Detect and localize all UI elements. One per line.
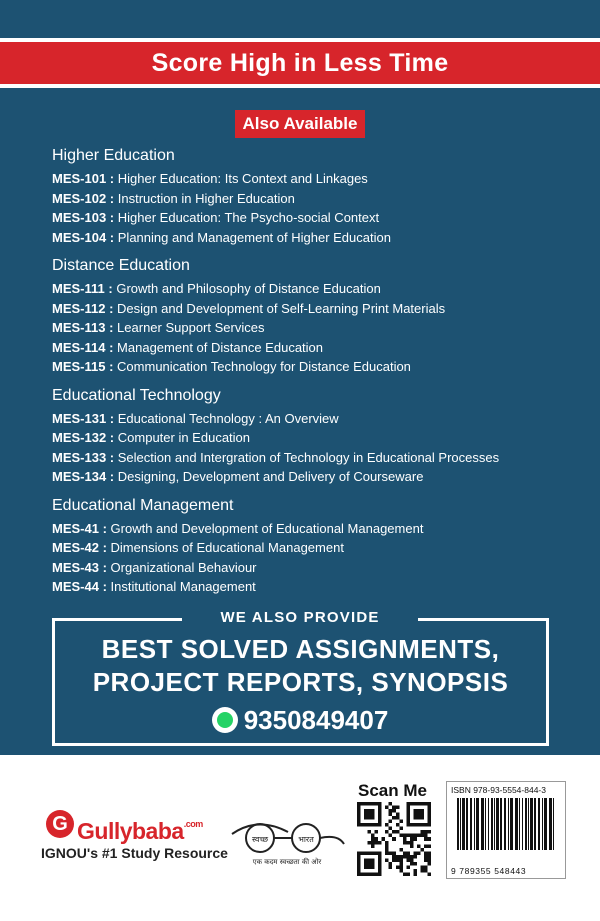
qr-module (389, 851, 393, 855)
qr-module (385, 841, 389, 845)
course-code: MES-44 : (52, 579, 107, 594)
isbn-box (446, 781, 566, 879)
qr-module (396, 813, 400, 817)
qr-finder-core (413, 809, 424, 820)
qr-module (378, 841, 382, 845)
qr-module (427, 844, 431, 848)
course-item (52, 338, 592, 358)
qr-module (424, 830, 428, 834)
barcode-bar (530, 798, 533, 850)
qr-module (413, 862, 417, 866)
course-code: MES-104 : (52, 229, 115, 245)
provide-label: WE ALSO PROVIDE (211, 609, 388, 626)
qr-module (389, 862, 393, 866)
course-title: Higher Education: The Psycho-social Context (117, 210, 380, 225)
qr-module (427, 862, 431, 866)
qr-module (385, 848, 389, 852)
qr-module (424, 855, 428, 859)
course-code: MES-42 : (52, 540, 107, 555)
qr-module (420, 848, 424, 852)
qr-module (389, 865, 393, 869)
barcode-bar (542, 798, 543, 850)
qr-module (420, 830, 424, 834)
barcode-bar (508, 798, 509, 850)
qr-finder-core (364, 809, 375, 820)
qr-module (410, 837, 414, 841)
qr-module (420, 865, 424, 869)
provide-line-1: BEST SOLVED ASSIGNMENTS, (101, 634, 500, 664)
qr-module (396, 806, 400, 810)
qr-module (424, 869, 428, 873)
qr-module (406, 865, 410, 869)
qr-module (396, 823, 400, 827)
qr-module (417, 834, 421, 838)
qr-module (417, 844, 421, 848)
qr-module (385, 851, 389, 855)
course-title: Growth and Philosophy of Distance Education (116, 281, 381, 296)
isbn-label: ISBN 978-93-5554-844-3 (451, 785, 546, 795)
qr-module (385, 823, 389, 827)
section (52, 386, 592, 487)
qr-module (406, 858, 410, 862)
qr-module (396, 865, 400, 869)
course-title: Design and Development of Self-Learning Print Materials (117, 300, 446, 316)
course-code: MES-102 : (52, 190, 115, 206)
course-title: Selection and Intergration of Technology in Educational Processes (117, 449, 500, 465)
qr-module (403, 841, 407, 845)
qr-module (385, 858, 389, 862)
qr-module (410, 862, 414, 866)
qr-module (427, 872, 431, 876)
course-title: Designing, Development and Delivery of Courseware (117, 469, 424, 484)
qr-module (396, 858, 400, 862)
also-available-badge: Also Available (235, 110, 366, 138)
course-item (52, 228, 592, 248)
qr-module (389, 827, 393, 831)
qr-module (396, 816, 400, 820)
qr-module (399, 858, 403, 862)
barcode-bar (488, 798, 489, 850)
qr-module (375, 830, 379, 834)
qr-module (399, 862, 403, 866)
course-item (52, 577, 592, 597)
qr-module (413, 855, 417, 859)
qr-module (403, 855, 407, 859)
qr-module (427, 851, 431, 855)
course-code: MES-43 : (52, 559, 107, 575)
qr-module (406, 872, 410, 876)
swachh-right-text: भारत (298, 835, 314, 844)
barcode-bar (500, 798, 502, 850)
course-item (52, 318, 592, 338)
qr-module (424, 834, 428, 838)
qr-module (396, 855, 400, 859)
phone-row (0, 703, 600, 737)
qr-module (413, 872, 417, 876)
qr-module (410, 844, 414, 848)
course-title: Educational Technology : An Overview (117, 410, 339, 426)
barcode-bar (491, 798, 493, 850)
tagline-band (0, 38, 600, 88)
qr-module (427, 837, 431, 841)
qr-module (385, 830, 389, 834)
qr-module (392, 816, 396, 820)
course-title: Management of Distance Education (117, 339, 324, 355)
course-code: MES-131 : (52, 410, 115, 426)
course-item (52, 519, 592, 539)
swachh-left-text: स्वच्छ (251, 835, 269, 844)
course-title: Institutional Management (110, 579, 256, 594)
barcode-bar (466, 798, 468, 850)
course-item (52, 428, 592, 448)
qr-module (417, 851, 421, 855)
qr-module (427, 858, 431, 862)
course-item (52, 299, 592, 319)
qr-module (392, 806, 396, 810)
course-code: MES-132 : (52, 430, 115, 445)
qr-module (399, 820, 403, 824)
qr-module (382, 837, 386, 841)
whatsapp-icon (212, 707, 238, 733)
course-title: Learner Support Services (117, 320, 265, 335)
qr-module (392, 837, 396, 841)
qr-module (396, 830, 400, 834)
barcode-bar (525, 798, 527, 850)
qr-module (403, 837, 407, 841)
barcode-bar (544, 798, 547, 850)
course-title: Communication Technology for Distance Education (117, 359, 411, 374)
section (52, 146, 592, 247)
phone-number[interactable]: 9350849407 (243, 705, 389, 735)
barcode-bar (457, 798, 459, 850)
section-title: Distance Education (52, 257, 190, 274)
section-title: Educational Management (52, 496, 234, 514)
glasses-arm-right (320, 837, 344, 844)
qr-module (427, 855, 431, 859)
barcode-bar (519, 798, 520, 850)
glasses-arc-left (232, 824, 288, 834)
course-item (52, 448, 592, 468)
qr-module (406, 834, 410, 838)
qr-module (371, 834, 375, 838)
qr-module (420, 834, 424, 838)
course-title: Organizational Behaviour (110, 559, 257, 575)
barcode-bar (538, 798, 540, 850)
course-item (52, 558, 592, 578)
barcode-bar (510, 798, 513, 850)
course-item (52, 208, 592, 228)
qr-module (389, 813, 393, 817)
qr-module (371, 837, 375, 841)
qr-module (413, 834, 417, 838)
course-title: Planning and Management of Higher Education (117, 229, 391, 245)
qr-module (403, 834, 407, 838)
barcode-bar (485, 798, 486, 850)
barcode-bar (470, 798, 472, 850)
qr-module (389, 809, 393, 813)
brand-name: Gullybaba (77, 818, 184, 844)
qr-module (389, 820, 393, 824)
qr-module (406, 841, 410, 845)
course-item (52, 169, 592, 189)
swachh-bharat-logo (228, 812, 346, 867)
brand-tagline: IGNOU's #1 Study Resource (41, 845, 228, 861)
qr-module (410, 841, 414, 845)
qr-module (375, 841, 379, 845)
course-code: MES-101 : (52, 171, 115, 186)
barcode-bar (553, 798, 554, 850)
scan-me-label: Scan Me (358, 781, 427, 800)
barcode-bar (496, 798, 499, 850)
qr-module (392, 830, 396, 834)
provide-line-2: PROJECT REPORTS, SYNOPSIS (92, 667, 509, 697)
swachh-caption: एक कदम स्वच्छता की ओर (252, 858, 322, 866)
qr-module (403, 851, 407, 855)
barcode-bar (460, 798, 461, 850)
qr-module (385, 844, 389, 848)
qr-module (413, 851, 417, 855)
course-code: MES-112 : (52, 300, 114, 316)
course-item (52, 409, 592, 429)
qr-module (399, 865, 403, 869)
qr-module (371, 844, 375, 848)
qr-module (392, 855, 396, 859)
tagline-text: Score High in Less Time (151, 49, 449, 77)
qr-module (392, 851, 396, 855)
qr-module (403, 872, 407, 876)
course-code: MES-114 : (52, 339, 114, 355)
isbn-digits: 9 789355 548443 (451, 866, 527, 876)
barcode-bar (534, 798, 536, 850)
qr-code[interactable] (357, 802, 431, 876)
brand-suffix: .com (183, 819, 203, 829)
qr-module (399, 827, 403, 831)
course-item (52, 357, 592, 377)
course-item (52, 538, 592, 558)
qr-module (424, 851, 428, 855)
course-code: MES-115 : (52, 359, 114, 374)
barcode (455, 798, 559, 860)
qr-module (399, 848, 403, 852)
barcode-bar (474, 798, 475, 850)
course-code: MES-41 : (52, 520, 107, 536)
course-code: MES-133 : (52, 449, 115, 465)
course-title: Computer in Education (117, 430, 251, 445)
course-item (52, 279, 592, 299)
barcode-bar (549, 798, 552, 850)
qr-module (368, 830, 372, 834)
section-title: Educational Technology (52, 386, 221, 404)
qr-module (399, 869, 403, 873)
qr-module (368, 841, 372, 845)
section (52, 256, 592, 377)
qr-module (410, 858, 414, 862)
qr-module (392, 809, 396, 813)
course-sections (52, 146, 592, 606)
course-code: MES-111 : (52, 281, 113, 296)
qr-module (406, 855, 410, 859)
course-code: MES-103 : (52, 210, 115, 225)
qr-module (410, 834, 414, 838)
qr-module (392, 858, 396, 862)
provide-services (52, 633, 549, 699)
barcode-bar (522, 798, 523, 850)
barcode-bar (528, 798, 529, 850)
barcode-bar (462, 798, 465, 850)
course-code: MES-113 : (52, 320, 114, 335)
also-available-wrap (0, 110, 600, 138)
logo-g-icon: G (46, 810, 74, 838)
course-title: Growth and Development of Educational Management (110, 520, 424, 536)
qr-module (406, 851, 410, 855)
qr-module (389, 802, 393, 806)
qr-module (424, 858, 428, 862)
course-code: MES-134 : (52, 469, 115, 484)
course-title: Dimensions of Educational Management (110, 540, 344, 555)
qr-module (385, 806, 389, 810)
section (52, 496, 592, 597)
course-title: Instruction in Higher Education (117, 190, 295, 206)
course-title: Higher Education: Its Context and Linkages (117, 171, 368, 186)
logo-wordmark (77, 810, 203, 845)
barcode-bar (481, 798, 484, 850)
provide-label-wrap (0, 609, 600, 626)
barcode-bar (504, 798, 506, 850)
qr-finder-core (364, 858, 375, 869)
course-item (52, 189, 592, 209)
barcode-bar (515, 798, 518, 850)
barcode-bar (476, 798, 479, 850)
qr-module (399, 855, 403, 859)
qr-module (424, 844, 428, 848)
qr-module (424, 837, 428, 841)
section-title: Higher Education (52, 147, 175, 164)
barcode-bar (494, 798, 495, 850)
qr-module (413, 837, 417, 841)
qr-module (399, 834, 403, 838)
qr-module (424, 865, 428, 869)
qr-module (427, 830, 431, 834)
qr-module (375, 837, 379, 841)
qr-module (389, 834, 393, 838)
qr-module (371, 841, 375, 845)
qr-module (420, 869, 424, 873)
qr-module (410, 855, 414, 859)
qr-module (413, 869, 417, 873)
course-item (52, 467, 592, 487)
